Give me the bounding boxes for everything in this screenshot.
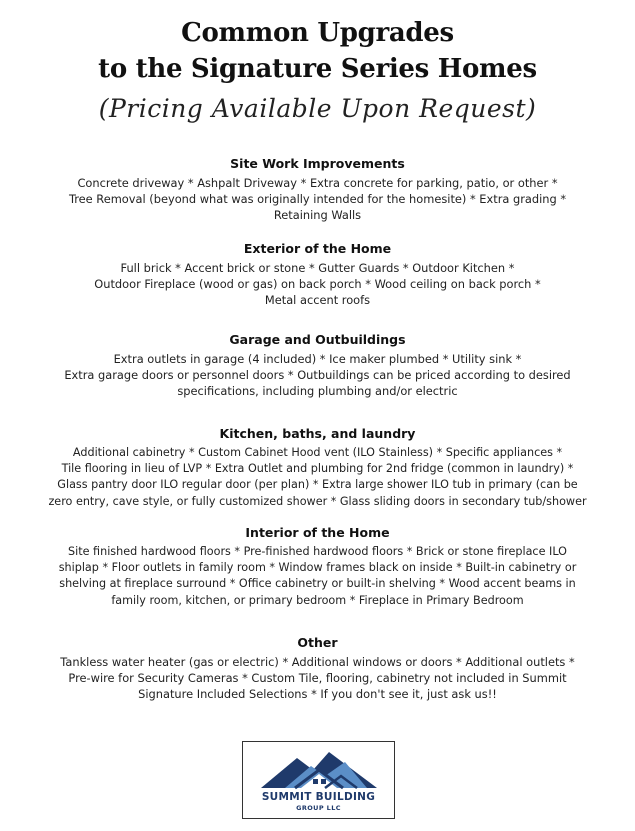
section-line: Tile flooring in lieu of LVP * Extra Outlet and plumbing for 2nd fridge (common in laundry) *: [61, 462, 574, 476]
title-line-2: to the Signature Series Homes: [98, 54, 537, 84]
logo-name-line-1: SUMMIT BUILDING: [261, 791, 376, 803]
section-line: Retaining Walls: [273, 208, 362, 223]
section-line: Glass pantry door ILO regular door (per plan) * Extra large shower ILO tub in primary (can be: [57, 478, 578, 492]
section-line: specifications, including plumbing and/or electric: [177, 384, 458, 399]
section-heading: Kitchen, baths, and laundry: [219, 426, 416, 441]
subtitle: (Pricing Available Upon Request): [98, 94, 537, 123]
section-line: Tankless water heater (gas or electric) * Additional windows or doors * Additional outlets *: [60, 655, 575, 669]
section-kitchen: [30, 426, 605, 510]
section-line: Full brick * Accent brick or stone * Gutter Guards * Outdoor Kitchen *: [120, 261, 515, 275]
company-logo: [242, 741, 395, 819]
section-line: Tree Removal (beyond what was originally intended for the homesite) * Extra grading *: [68, 192, 567, 207]
section-line: shiplap * Floor outlets in family room * Window frames black on inside * Built-in cabinetry or: [58, 561, 577, 575]
section-body: [30, 351, 605, 400]
section-heading: Interior of the Home: [245, 525, 390, 540]
section-interior: [30, 525, 605, 609]
title-line-1: Common Upgrades: [181, 18, 454, 48]
section-body: [30, 654, 605, 703]
section-body: [30, 445, 605, 510]
section-line: zero entry, cave style, or fully customized shower * Glass sliding doors in secondary tub/shower: [48, 494, 587, 508]
section-line: Pre-wire for Security Cameras * Custom Tile, flooring, cabinetry not included in Summit: [68, 671, 567, 686]
section-line: Extra garage doors or personnel doors * Outbuildings can be priced according to desired: [64, 368, 571, 383]
section-body: [30, 544, 605, 609]
section-body: [30, 260, 605, 309]
section-other: [30, 635, 605, 703]
section-exterior: [30, 241, 605, 309]
section-line: Additional cabinetry * Custom Cabinet Hood vent (ILO Stainless) * Specific appliances *: [72, 446, 563, 459]
section-site-work: [30, 156, 605, 224]
logo-name-line-2: GROUP LLC: [296, 804, 341, 812]
section-garage: [30, 332, 605, 400]
section-line: Extra outlets in garage (4 included) * Ice maker plumbed * Utility sink *: [113, 352, 522, 366]
section-line: Metal accent roofs: [264, 293, 371, 308]
section-heading: Site Work Improvements: [230, 156, 405, 171]
section-line: shelving at fireplace surround * Office cabinetry or built-in shelving * Wood accent beams in: [59, 577, 576, 591]
section-line: family room, kitchen, or primary bedroom * Fireplace in Primary Bedroom: [111, 593, 524, 607]
section-heading: Exterior of the Home: [243, 241, 392, 256]
section-heading: Other: [297, 635, 338, 650]
section-line: Site finished hardwood floors * Pre-finished hardwood floors * Brick or stone fireplace ILO: [68, 545, 567, 558]
section-line: Concrete driveway * Ashpalt Driveway * Extra concrete for parking, patio, or other *: [77, 176, 558, 190]
section-line: Signature Included Selections * If you don't see it, just ask us!!: [138, 687, 497, 702]
section-line: Outdoor Fireplace (wood or gas) on back porch * Wood ceiling on back porch *: [94, 277, 541, 292]
mountain-house-icon: [255, 748, 383, 792]
section-heading: Garage and Outbuildings: [229, 332, 406, 347]
section-body: [30, 175, 605, 224]
